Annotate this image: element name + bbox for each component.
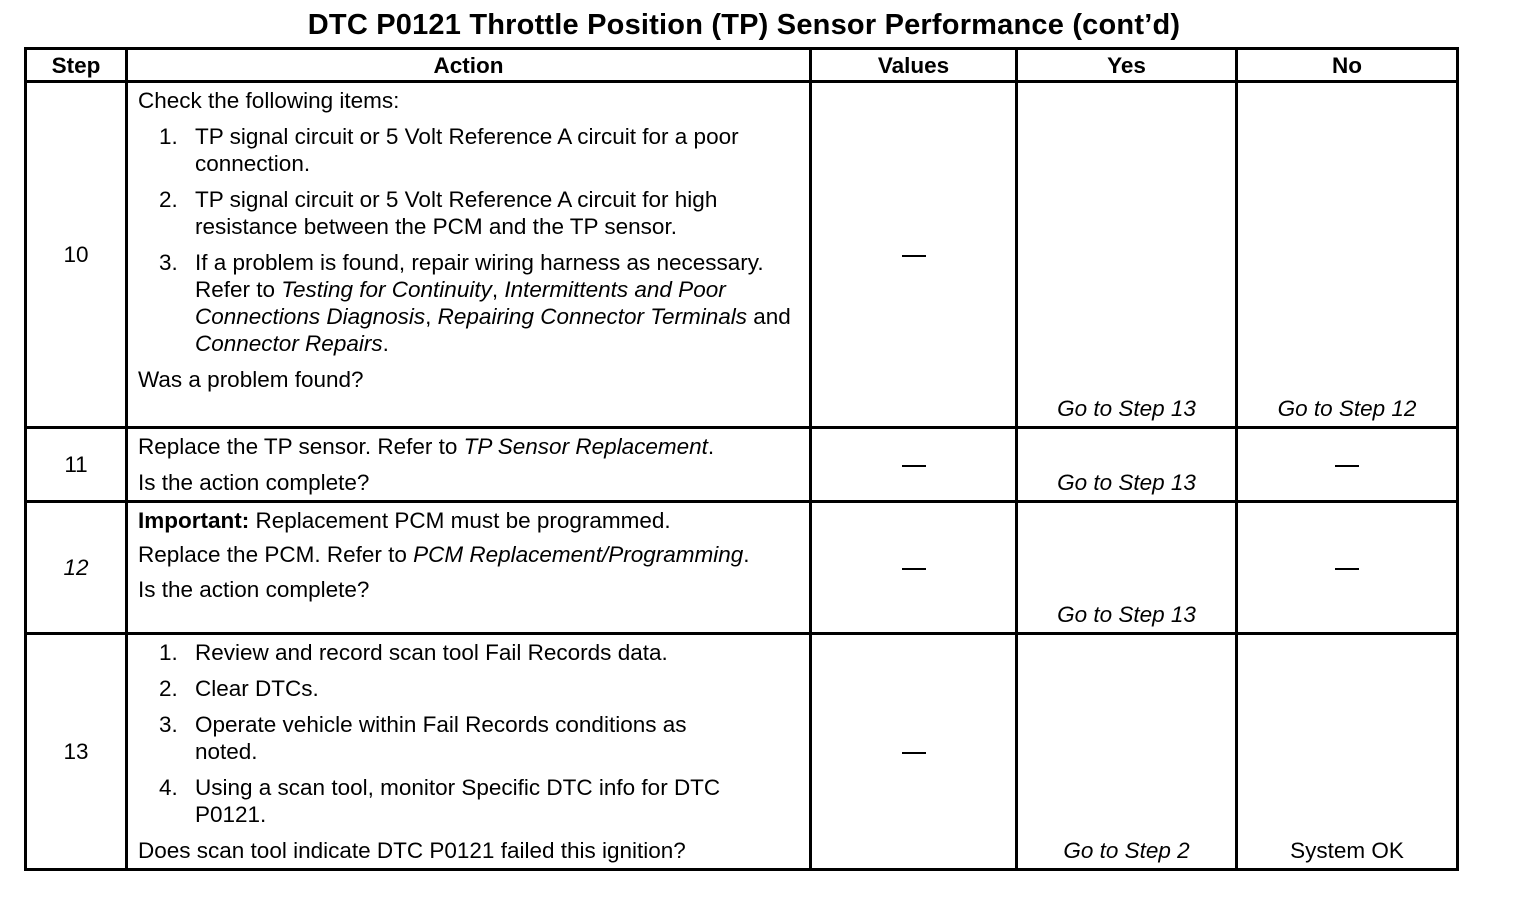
list-item (138, 123, 801, 177)
values-cell (811, 634, 1017, 870)
action-text (138, 433, 801, 460)
action-list (138, 639, 801, 828)
header-no: No (1237, 49, 1458, 82)
list-item (138, 186, 801, 240)
yes-cell (1017, 428, 1237, 502)
reference-link: Connector Repairs (195, 331, 383, 356)
list-item-text: TP signal circuit or 5 Volt Reference A circuit for high resistance between the PCM and the TP sensor. (195, 187, 718, 239)
header-action: Action (127, 49, 811, 82)
list-item-number: 4. (159, 775, 178, 800)
list-item-number: 2. (159, 187, 178, 212)
goto-yes: Go to Step 13 (1057, 602, 1196, 627)
dash-mark (1335, 568, 1359, 570)
list-item-number: 1. (159, 640, 178, 665)
header-values: Values (811, 49, 1017, 82)
goto-yes: Go to Step 2 (1063, 838, 1190, 863)
dash-mark (902, 465, 926, 467)
values-cell (811, 502, 1017, 634)
list-item-text: TP signal circuit or 5 Volt Reference A circuit for a poor connection. (195, 124, 739, 176)
action-text-part: Replace the TP sensor. Refer to (138, 434, 464, 459)
table-row-step-10 (26, 82, 1458, 428)
action-text-part: . (707, 434, 715, 459)
table-row-step-13 (26, 634, 1458, 870)
list-item-number: 3. (159, 250, 178, 275)
list-item-text: . (382, 331, 389, 356)
header-yes: Yes (1017, 49, 1237, 82)
action-list (138, 123, 801, 357)
action-cell (127, 634, 811, 870)
dash-mark (1335, 465, 1359, 467)
step-number: 13 (26, 634, 127, 870)
no-cell (1237, 502, 1458, 634)
action-cell (127, 502, 811, 634)
action-question: Is the action complete? (138, 577, 370, 602)
dash-mark (902, 752, 926, 754)
action-question: Is the action complete? (138, 470, 370, 495)
list-item (138, 249, 801, 357)
important-note (138, 507, 801, 534)
action-question: Does scan tool indicate DTC P0121 failed this ignition? (138, 838, 686, 863)
reference-link: Repairing Connector Terminals (437, 304, 747, 329)
action-question: Was a problem found? (138, 367, 364, 392)
no-cell (1237, 634, 1458, 870)
list-item-text: Review and record scan tool Fail Records data. (195, 640, 668, 665)
values-cell (811, 428, 1017, 502)
list-item-text: , (425, 304, 438, 329)
table-header-row (26, 49, 1458, 82)
step-number: 12 (26, 502, 127, 634)
yes-cell (1017, 634, 1237, 870)
list-item (138, 711, 801, 765)
step-number: 10 (26, 82, 127, 428)
page-title: DTC P0121 Throttle Position (TP) Sensor Performance (cont’d) (307, 9, 1181, 41)
list-item-text: If a problem is found, repair wiring harness as necessary. Refer to (195, 250, 764, 302)
step-number: 11 (26, 428, 127, 502)
dash-mark (902, 568, 926, 570)
action-cell (127, 428, 811, 502)
list-item-text: and (746, 304, 791, 329)
list-item-text: Clear DTCs. (195, 676, 319, 701)
action-text-part: Replace the PCM. Refer to (138, 542, 414, 567)
goto-no: Go to Step 12 (1277, 396, 1417, 421)
list-item-number: 2. (159, 676, 178, 701)
action-cell (127, 82, 811, 428)
no-cell (1237, 82, 1458, 428)
action-text (138, 543, 801, 567)
table-row-step-11 (26, 428, 1458, 502)
list-item (138, 774, 801, 828)
no-cell (1237, 428, 1458, 502)
reference-link: Testing for Continuity (281, 277, 492, 302)
yes-cell (1017, 502, 1237, 634)
header-step: Step (26, 49, 127, 82)
list-item-number: 1. (159, 124, 178, 149)
reference-link: TP Sensor Replacement (463, 434, 708, 459)
list-item-text: Using a scan tool, monitor Specific DTC info for DTC P0121. (195, 775, 721, 827)
diagnostic-table (24, 47, 1459, 871)
yes-cell (1017, 82, 1237, 428)
action-intro: Check the following items: (138, 88, 400, 113)
table-row-step-12 (26, 502, 1458, 634)
list-item (138, 639, 801, 666)
important-label: Important: (138, 508, 250, 533)
dash-mark (902, 255, 926, 257)
goto-yes: Go to Step 13 (1057, 396, 1196, 421)
action-text-part: . (743, 542, 750, 567)
list-item-text: Operate vehicle within Fail Records conditions as noted. (195, 712, 687, 764)
important-text: Replacement PCM must be programmed. (249, 508, 671, 533)
list-item (138, 675, 801, 702)
list-item-text: , (491, 277, 505, 302)
reference-link: Intermittents and Poor Connections Diagnosis (195, 277, 726, 329)
list-item-number: 3. (159, 712, 178, 737)
values-cell (811, 82, 1017, 428)
goto-yes: Go to Step 13 (1057, 470, 1196, 495)
result-no: System OK (1290, 838, 1404, 863)
reference-link: PCM Replacement/Programming (413, 542, 744, 567)
